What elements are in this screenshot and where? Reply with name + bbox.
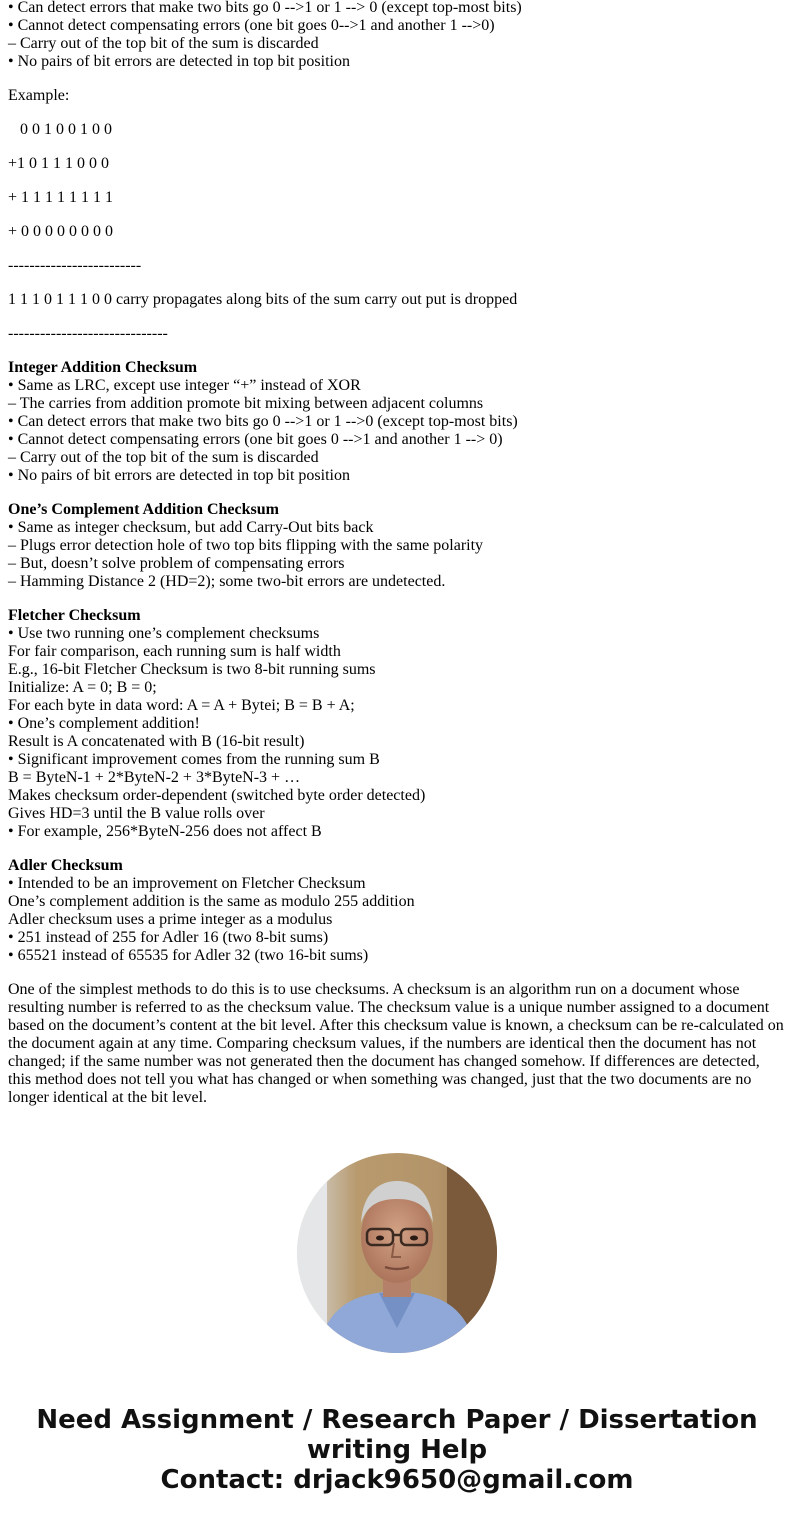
contact-banner bbox=[0, 1405, 794, 1495]
section-line: – The carries from addition promote bit mixing between adjacent columns bbox=[8, 395, 484, 412]
example-divider: ------------------------- bbox=[8, 257, 142, 274]
section-line: Result is A concatenated with B (16-bit result) bbox=[8, 733, 305, 750]
section-line: – Plugs error detection hole of two top bits flipping with the same polarity bbox=[8, 537, 484, 554]
section-heading: Fletcher Checksum bbox=[8, 607, 141, 624]
section-line: Gives HD=3 until the B value rolls over bbox=[8, 805, 265, 822]
contact-subline: writing Help bbox=[306, 1435, 488, 1465]
section-line: • Significant improvement comes from the running sum B bbox=[8, 751, 380, 768]
example-row: + 0 0 0 0 0 0 0 0 bbox=[8, 223, 114, 240]
section-line: • Use two running one’s complement checksums bbox=[8, 625, 320, 642]
article-body bbox=[8, 0, 786, 1107]
section-line: One’s complement addition is the same as modulo 255 addition bbox=[8, 893, 415, 910]
section-line: • One’s complement addition! bbox=[8, 715, 200, 732]
section-line: • Same as integer checksum, but add Carry-Out bits back bbox=[8, 519, 374, 536]
section-heading: Adler Checksum bbox=[8, 857, 123, 874]
section-line: • Intended to be an improvement on Fletcher Checksum bbox=[8, 875, 366, 892]
example-label: Example: bbox=[8, 87, 70, 104]
intro-bullets bbox=[8, 0, 786, 71]
section-line: For each byte in data word: A = A + Bytei; B = B + A; bbox=[8, 697, 355, 714]
section-line: Initialize: A = 0; B = 0; bbox=[8, 679, 157, 696]
section-line: For fair comparison, each running sum is half width bbox=[8, 643, 341, 660]
closing-paragraph: One of the simplest methods to do this is to use checksums. A checksum is an algorithm run on a document whose resulting number is referred to as the checksum value. The checksum value is a unique number assigned to a document based on the document’s content at the bit level. After this checksum value is known, a checksum can be re-calculated on the document again at any time. Comparing checksum values, if the numbers are identical then the document has not changed; if the same number was not generated then the document has changed somehow. If differences are detected, this method does not tell you what has changed or when something was changed, just that the two documents are no longer identical at the bit level. bbox=[8, 981, 784, 1106]
intro-line: • Cannot detect compensating errors (one bit goes 0-->1 and another 1 -->0) bbox=[8, 17, 495, 34]
section-heading: Integer Addition Checksum bbox=[8, 359, 198, 376]
example-row: + 1 1 1 1 1 1 1 1 bbox=[8, 189, 114, 206]
section-line: E.g., 16-bit Fletcher Checksum is two 8-bit running sums bbox=[8, 661, 376, 678]
example-row: +1 0 1 1 1 0 0 0 bbox=[8, 155, 110, 172]
section-line: • Cannot detect compensating errors (one bit goes 0 -->1 and another 1 --> 0) bbox=[8, 431, 503, 448]
section-line: – Hamming Distance 2 (HD=2); some two-bit errors are undetected. bbox=[8, 573, 446, 590]
section-integer-addition bbox=[8, 359, 786, 485]
contact-email: Contact: drjack9650@gmail.com bbox=[160, 1465, 634, 1495]
intro-line: • Can detect errors that make two bits go 0 -->1 or 1 --> 0 (except top-most bits) bbox=[8, 0, 522, 16]
section-ones-complement bbox=[8, 501, 786, 591]
section-line: • For example, 256*ByteN-256 does not affect B bbox=[8, 823, 322, 840]
intro-line: – Carry out of the top bit of the sum is discarded bbox=[8, 35, 319, 52]
section-line: – Carry out of the top bit of the sum is discarded bbox=[8, 449, 319, 466]
example-row: 0 0 1 0 0 1 0 0 bbox=[8, 121, 112, 138]
section-line: Makes checksum order-dependent (switched byte order detected) bbox=[8, 787, 426, 804]
section-line: • No pairs of bit errors are detected in top bit position bbox=[8, 467, 350, 484]
section-line: Adler checksum uses a prime integer as a modulus bbox=[8, 911, 333, 928]
section-fletcher bbox=[8, 607, 786, 841]
author-photo bbox=[297, 1153, 497, 1353]
section-line: • 65521 instead of 65535 for Adler 32 (two 16-bit sums) bbox=[8, 947, 369, 964]
example-divider: ------------------------------ bbox=[8, 325, 168, 342]
intro-line: • No pairs of bit errors are detected in top bit position bbox=[8, 53, 350, 70]
contact-headline: Need Assignment / Research Paper / Dissertation bbox=[36, 1405, 758, 1435]
avatar bbox=[297, 1153, 497, 1353]
section-heading: One’s Complement Addition Checksum bbox=[8, 501, 279, 518]
example-result: 1 1 1 0 1 1 1 0 0 carry propagates along bits of the sum carry out put is dropped bbox=[8, 291, 518, 308]
section-line: • Same as LRC, except use integer “+” instead of XOR bbox=[8, 377, 361, 394]
section-adler bbox=[8, 857, 786, 965]
section-line: B = ByteN-1 + 2*ByteN-2 + 3*ByteN-3 + … bbox=[8, 769, 301, 786]
section-line: • 251 instead of 255 for Adler 16 (two 8-bit sums) bbox=[8, 929, 329, 946]
section-line: • Can detect errors that make two bits go 0 -->1 or 1 -->0 (except top-most bits) bbox=[8, 413, 518, 430]
section-line: – But, doesn’t solve problem of compensating errors bbox=[8, 555, 345, 572]
